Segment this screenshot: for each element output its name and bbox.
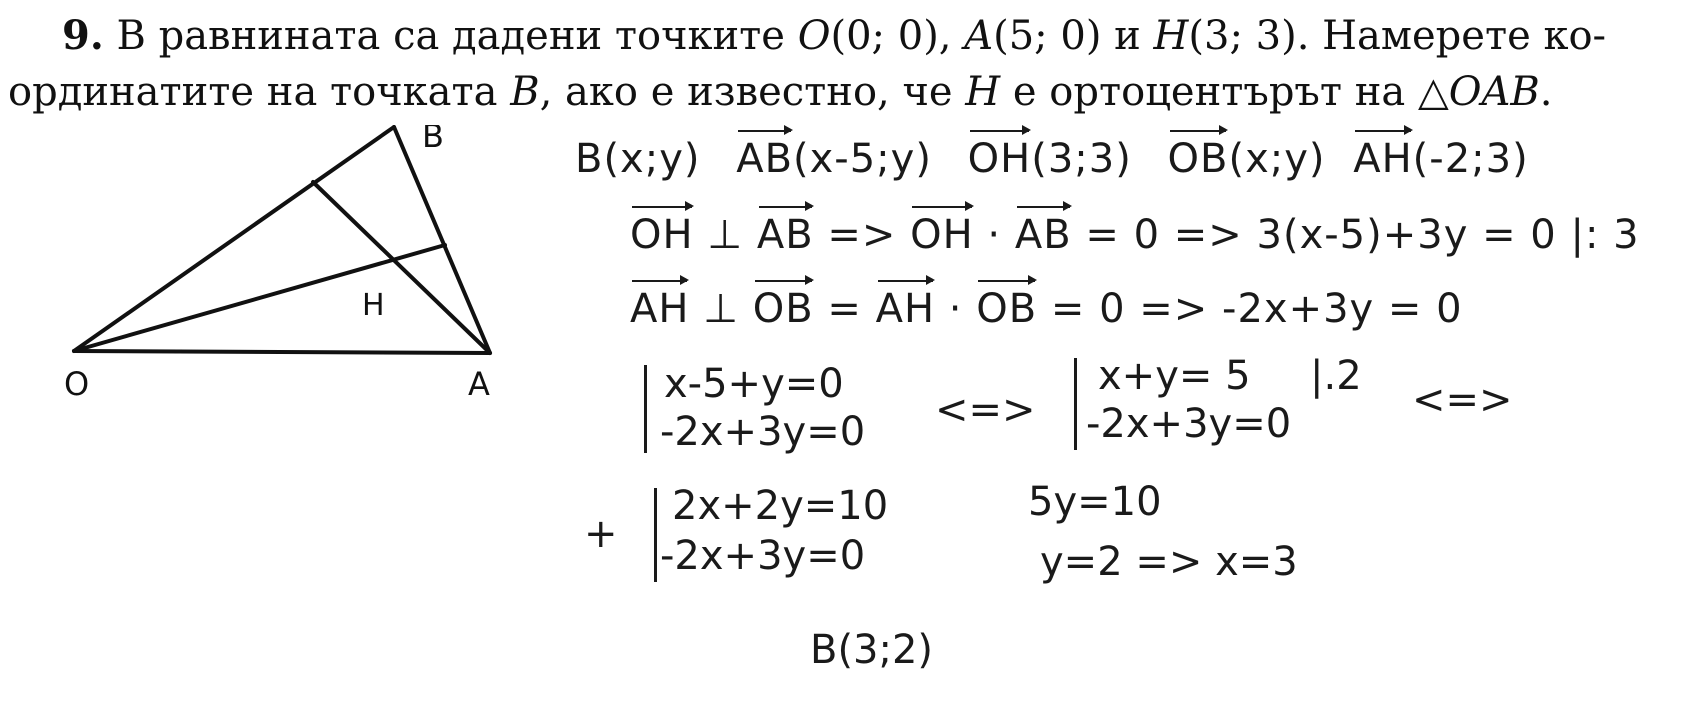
point-h-label: H [1153, 13, 1189, 59]
conjunction: и [1101, 13, 1154, 59]
point-a-label: A [964, 13, 994, 59]
system-2-multiplier: |.2 [1310, 353, 1362, 399]
system-3-eq-1: 2x+2y=10 [672, 483, 889, 529]
point-o-label: O [797, 13, 831, 59]
triangle-name: OAB [1448, 69, 1540, 115]
row3-perp: ⊥ [689, 286, 753, 332]
row2-ab: AB [756, 212, 814, 258]
vector-ah: AH [1353, 136, 1413, 182]
system-2-eq-2: -2x+3y=0 [1086, 401, 1292, 447]
vector-ob-coords: (x;y) [1228, 136, 1326, 182]
row2-oh: OH [630, 212, 694, 258]
vector-oh: OH [967, 136, 1032, 182]
system-1-eq-1: x-5+y=0 [664, 361, 844, 407]
system-2-brace [1074, 358, 1077, 450]
row2-divide: |: 3 [1556, 212, 1640, 258]
addition-sign: + [584, 511, 618, 557]
figure-label-h: H [362, 288, 385, 323]
triangle-symbol: △ [1417, 69, 1449, 115]
row3-ah-2: AH [875, 286, 936, 332]
system-3-brace [654, 488, 657, 582]
row3-ob: OB [752, 286, 814, 332]
vector-ah-coords: (-2;3) [1412, 136, 1529, 182]
row2-implies: => [813, 212, 911, 258]
vector-ab: AB [736, 136, 794, 182]
point-a-coords: (5; 0) [993, 13, 1102, 59]
vector-oh-coords: (3;3) [1031, 136, 1132, 182]
row3-equation: = 0 => -2x+3y = 0 [1037, 286, 1463, 332]
point-b-label: B [510, 69, 540, 115]
row2-oh-2: OH [910, 212, 974, 258]
row3-equals: = [813, 286, 876, 332]
problem-text-4: е ортоцентърът на [1000, 69, 1418, 115]
system-1-brace [644, 365, 647, 453]
point-o-coords: (0; 0), [830, 13, 965, 59]
figure-label-a: A [468, 365, 490, 403]
period: . [1539, 69, 1553, 115]
point-h-label-2: H [965, 69, 1001, 115]
point-h-coords: (3; 3). Намерете ко- [1188, 13, 1607, 59]
vector-ab-coords: (x-5;y) [793, 136, 932, 182]
problem-text-3: , ако е известно, че [539, 69, 966, 115]
row3-ob-2: OB [976, 286, 1038, 332]
final-answer: B(3;2) [810, 627, 934, 673]
problem-text-2: ординатите на точката [8, 69, 511, 115]
problem-text-1: В равнината са дадени точките [103, 13, 798, 59]
row2-dot: · [973, 212, 1015, 258]
system-3-eq-2: -2x+3y=0 [660, 533, 866, 579]
row2-equation: = 0 => 3(x-5)+3y = 0 [1071, 212, 1557, 258]
figure-label-b: B [422, 125, 444, 155]
equivalence-2: <=> [1412, 377, 1513, 423]
row2-ab-2: AB [1014, 212, 1072, 258]
row2-perp: ⊥ [693, 212, 757, 258]
row3-ah: AH [630, 286, 690, 332]
vector-ob: OB [1167, 136, 1229, 182]
system-1-eq-2: -2x+3y=0 [660, 409, 866, 455]
system-2-eq-1: x+y= 5 [1098, 353, 1251, 399]
result-5y: 5y=10 [1028, 479, 1162, 525]
figure-label-o: O [64, 365, 90, 403]
problem-number: 9. [62, 12, 104, 59]
row3-dot: · [935, 286, 977, 332]
solution-row-3 [630, 286, 1463, 332]
result-y-x: y=2 => x=3 [1040, 539, 1298, 585]
solution-row-2 [630, 212, 1640, 258]
point-b-unknown: B(x;y) [575, 136, 701, 182]
solution-row-1 [575, 136, 1529, 182]
equivalence-1: <=> [935, 387, 1036, 433]
